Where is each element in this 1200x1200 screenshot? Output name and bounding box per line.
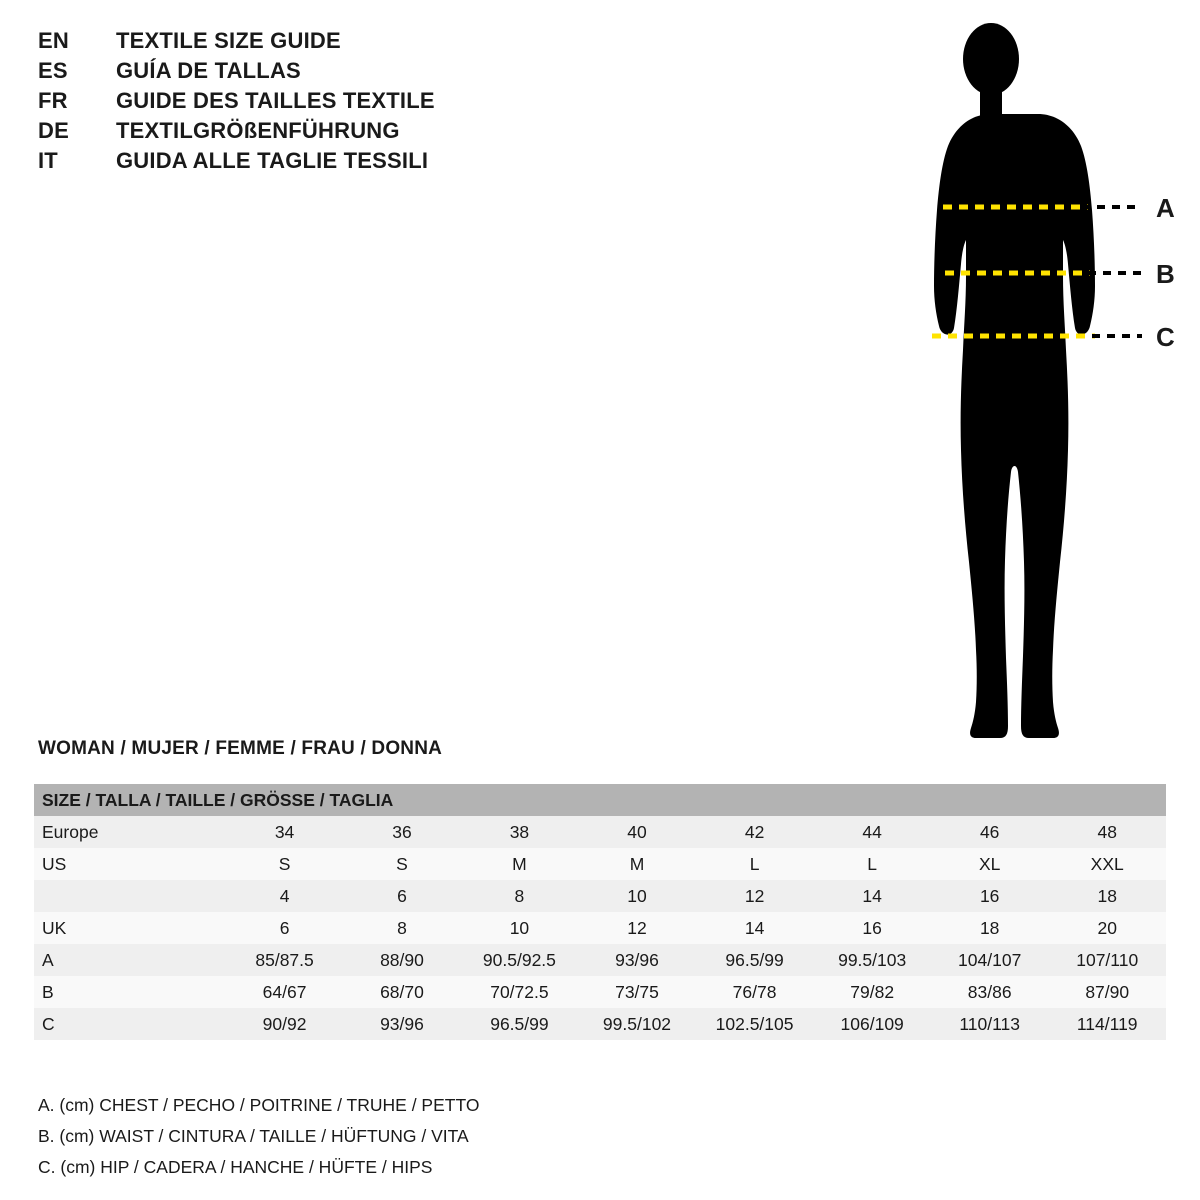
cell: 106/109 xyxy=(813,1008,931,1040)
cell: M xyxy=(578,848,696,880)
figure-marker-c: C xyxy=(1156,322,1175,352)
language-code-fr: FR xyxy=(38,88,68,113)
measurement-legend xyxy=(38,1090,479,1183)
cell: 79/82 xyxy=(813,976,931,1008)
cell: 10 xyxy=(578,880,696,912)
cell: 96.5/99 xyxy=(696,944,814,976)
table-row xyxy=(34,1008,1166,1040)
female-silhouette-icon xyxy=(934,23,1095,738)
cell: 16 xyxy=(931,880,1049,912)
language-row-de xyxy=(38,118,558,148)
cell: 14 xyxy=(813,880,931,912)
section-title-woman: WOMAN / MUJER / FEMME / FRAU / DONNA xyxy=(38,738,443,759)
cell: 83/86 xyxy=(931,976,1049,1008)
figure-marker-b: B xyxy=(1156,259,1175,289)
cell: 88/90 xyxy=(343,944,460,976)
cell: L xyxy=(813,848,931,880)
legend-waist: B. (cm) WAIST / CINTURA / TAILLE / HÜFTUNG / VITA xyxy=(38,1126,469,1146)
cell: S xyxy=(343,848,460,880)
cell: 85/87.5 xyxy=(226,944,343,976)
row-label-b: B xyxy=(34,976,226,1008)
cell: 18 xyxy=(931,912,1049,944)
cell: 20 xyxy=(1048,912,1166,944)
table-row xyxy=(34,848,1166,880)
language-code-es: ES xyxy=(38,58,68,83)
language-text-it: GUIDA ALLE TAGLIE TESSILI xyxy=(116,148,429,173)
cell: 104/107 xyxy=(931,944,1049,976)
language-code-it: IT xyxy=(38,148,58,173)
cell: 36 xyxy=(343,816,460,848)
cell: 90/92 xyxy=(226,1008,343,1040)
table-header-label: SIZE / TALLA / TAILLE / GRÖSSE / TAGLIA xyxy=(34,784,1166,816)
language-text-es: GUÍA DE TALLAS xyxy=(116,58,301,83)
row-label-a: A xyxy=(34,944,226,976)
cell: 70/72.5 xyxy=(461,976,579,1008)
figure-marker-a: A xyxy=(1156,193,1175,223)
cell: 40 xyxy=(578,816,696,848)
cell: XXL xyxy=(1048,848,1166,880)
table-row xyxy=(34,912,1166,944)
cell: 18 xyxy=(1048,880,1166,912)
language-row-es xyxy=(38,58,558,88)
cell: S xyxy=(226,848,343,880)
cell: 73/75 xyxy=(578,976,696,1008)
language-row-en xyxy=(38,28,558,58)
body-measurement-figure xyxy=(860,14,1190,754)
cell: 16 xyxy=(813,912,931,944)
language-text-en: TEXTILE SIZE GUIDE xyxy=(116,28,341,53)
row-label-europe: Europe xyxy=(34,816,226,848)
cell: 42 xyxy=(696,816,814,848)
cell: 38 xyxy=(461,816,579,848)
cell: 4 xyxy=(226,880,343,912)
cell: 12 xyxy=(578,912,696,944)
table-row xyxy=(34,976,1166,1008)
language-text-fr: GUIDE DES TAILLES TEXTILE xyxy=(116,88,435,113)
cell: 87/90 xyxy=(1048,976,1166,1008)
cell: 48 xyxy=(1048,816,1166,848)
cell: 102.5/105 xyxy=(696,1008,814,1040)
cell: 34 xyxy=(226,816,343,848)
row-label-us-numeric xyxy=(34,880,226,912)
size-table xyxy=(34,784,1166,1040)
cell: 93/96 xyxy=(343,1008,460,1040)
row-label-c: C xyxy=(34,1008,226,1040)
cell: 10 xyxy=(461,912,579,944)
row-label-us: US xyxy=(34,848,226,880)
cell: 8 xyxy=(343,912,460,944)
table-header-row xyxy=(34,784,1166,816)
cell: 96.5/99 xyxy=(461,1008,579,1040)
language-code-en: EN xyxy=(38,28,69,53)
cell: 14 xyxy=(696,912,814,944)
language-row-fr xyxy=(38,88,558,118)
cell: 64/67 xyxy=(226,976,343,1008)
language-title-list xyxy=(38,28,558,178)
cell: 99.5/103 xyxy=(813,944,931,976)
table-row xyxy=(34,880,1166,912)
cell: 76/78 xyxy=(696,976,814,1008)
cell: 90.5/92.5 xyxy=(461,944,579,976)
cell: 114/119 xyxy=(1048,1008,1166,1040)
language-row-it xyxy=(38,148,558,178)
cell: 6 xyxy=(343,880,460,912)
cell: L xyxy=(696,848,814,880)
cell: M xyxy=(461,848,579,880)
legend-chest: A. (cm) CHEST / PECHO / POITRINE / TRUHE / PETTO xyxy=(38,1095,480,1115)
cell: XL xyxy=(931,848,1049,880)
table-row xyxy=(34,816,1166,848)
legend-hip: C. (cm) HIP / CADERA / HANCHE / HÜFTE / HIPS xyxy=(38,1157,433,1177)
cell: 6 xyxy=(226,912,343,944)
row-label-uk: UK xyxy=(34,912,226,944)
cell: 68/70 xyxy=(343,976,460,1008)
cell: 8 xyxy=(461,880,579,912)
language-text-de: TEXTILGRÖßENFÜHRUNG xyxy=(116,118,400,143)
language-code-de: DE xyxy=(38,118,69,143)
cell: 46 xyxy=(931,816,1049,848)
cell: 99.5/102 xyxy=(578,1008,696,1040)
cell: 110/113 xyxy=(931,1008,1049,1040)
cell: 12 xyxy=(696,880,814,912)
cell: 107/110 xyxy=(1048,944,1166,976)
table-row xyxy=(34,944,1166,976)
cell: 44 xyxy=(813,816,931,848)
cell: 93/96 xyxy=(578,944,696,976)
